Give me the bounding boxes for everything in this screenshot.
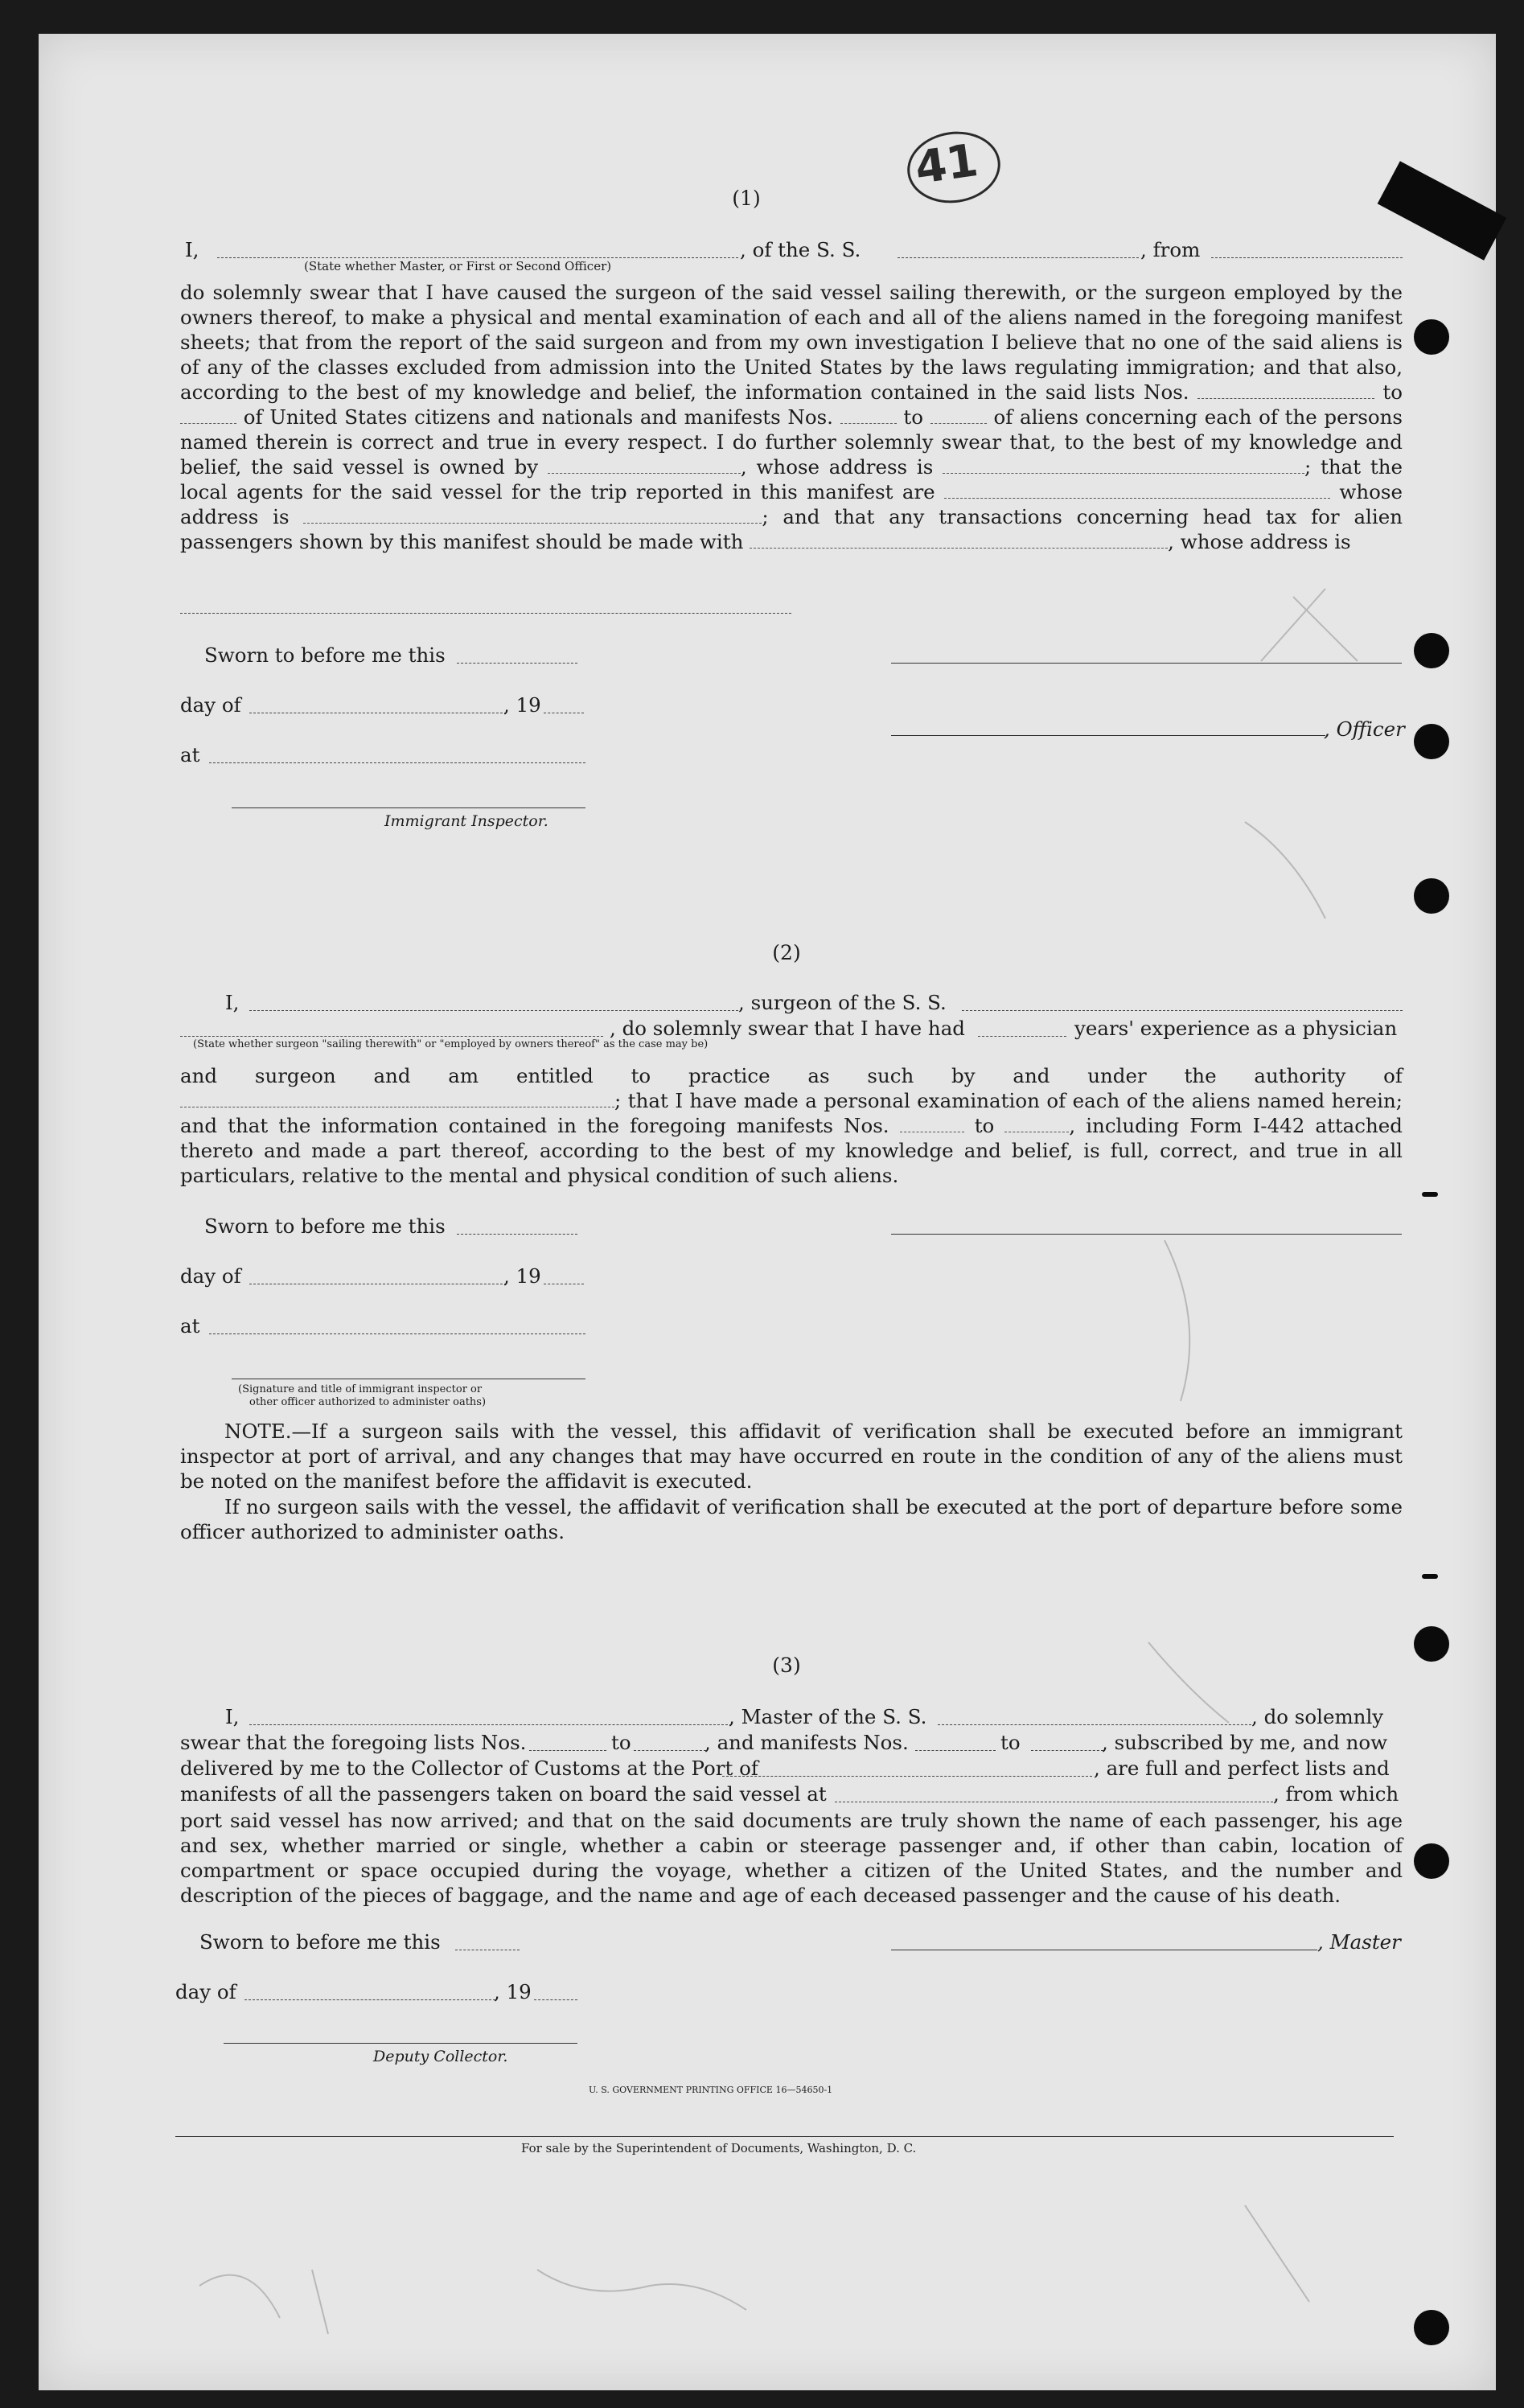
s2-to: to [974, 1114, 995, 1137]
pencil-curve [1165, 1240, 1189, 1401]
pencil-marks [39, 34, 1496, 2390]
pencil-scribble [199, 2270, 328, 2334]
s1-sworn: Sworn to before me this [204, 643, 446, 667]
s1-inspector: Immigrant Inspector. [384, 812, 548, 830]
s2-at: at [180, 1314, 200, 1338]
s3-i: I, [225, 1705, 240, 1728]
s3-master: , Master [1317, 1930, 1401, 1954]
s3-day-of: day of [175, 1980, 236, 2003]
s1-officer: , Officer [1324, 717, 1405, 741]
s2-body-c: , including Form I-442 attached thereto and made a part thereof, according to the best of my knowledge and belief, is full, correct, and true in all particulars, relative to the mental and physical condition of such aliens. [180, 1114, 1403, 1187]
s2-i: I, [225, 991, 240, 1014]
s2-body-b: ; that I have made a personal examination of each of the aliens named herein; and that the information contained in the foregoing manifests Nos. [180, 1089, 1403, 1137]
s1-body-b: of United States citizens and nationals and manifests Nos. [243, 405, 833, 429]
pencil-x-mark [1261, 589, 1358, 661]
s2-surgeon-of: , surgeon of the S. S. [738, 991, 947, 1014]
s2-day-of: day of [180, 1264, 241, 1288]
s3-year: , 19 [494, 1980, 532, 2003]
s3-body-c-end: , from which [1273, 1782, 1399, 1806]
s3-body-b: delivered by me to the Collector of Customs at the Port of [180, 1757, 758, 1780]
s1-body-g: , whose address is [1168, 530, 1351, 553]
section3-heading: (3) [772, 1654, 801, 1677]
s3-body-c: manifests of all the passengers taken on board the said vessel at [180, 1782, 827, 1806]
s2-note-1: NOTE.—If a surgeon sails with the vessel, this affidavit of verification shall be executed before an immigrant inspector at port of arrival, and any changes that may have occurred en route in the condition of any of the aliens must be noted on the manifest before the affidavit is executed. [180, 1420, 1403, 1493]
manifest-page [39, 34, 1496, 2390]
s3-body-a: swear that the foregoing lists Nos. [180, 1731, 527, 1754]
s1-body-f: ; and that any transactions concerning head tax for alien passengers shown by this manifest should be made with [180, 505, 1403, 553]
s3-to1: to [611, 1731, 631, 1754]
s2-note-2: If no surgeon sails with the vessel, the affidavit of verification shall be executed at the port of departure before some officer authorized to administer oaths. [180, 1495, 1403, 1543]
s2-caption: (State whether surgeon "sailing therewith" or "employed by owners thereof" as the case may be) [193, 1038, 709, 1050]
pencil-line [1245, 2205, 1309, 2302]
s3-gpo: U. S. GOVERNMENT PRINTING OFFICE 16—54650-1 [589, 2085, 833, 2095]
s3-and-manifests: , and manifests Nos. [704, 1731, 909, 1754]
s1-body-c: of aliens concerning each of the persons named therein is correct and true in every respect. I do further solemnly swear that, to the best of my knowledge and belief, the said vessel is owned by [180, 405, 1403, 479]
s3-to2: to [1000, 1731, 1021, 1754]
s1-whose-address: , whose address is [740, 455, 934, 479]
s1-body-e: whose address is [180, 480, 1403, 528]
pencil-stroke-group [199, 589, 1358, 2334]
s3-sworn: Sworn to before me this [199, 1930, 441, 1954]
s1-from: , from [1140, 238, 1201, 261]
s3-body-d: port said vessel has now arrived; and that on the said documents are truly shown the name of each passenger, his age and sex, whether married or single, whether a cabin or steerage passenger and, if other than cabin, location of compartment or space occupied during the voyage, whether a citizen of the United States, and the number and description of the pieces of baggage, and the name and age of each deceased passenger and the cause of his death. [180, 1809, 1403, 1907]
s2-body-a: and surgeon and am entitled to practice as such by and under the authority of [180, 1064, 1403, 1087]
s3-solemnly: , do solemnly [1251, 1705, 1384, 1728]
s3-body-b-end: , are full and perfect lists and [1094, 1757, 1390, 1780]
s2-caption2b: other officer authorized to administer oaths) [249, 1396, 487, 1408]
s3-master-of: , Master of the S. S. [729, 1705, 927, 1728]
section2-heading: (2) [772, 941, 801, 964]
section1-heading: (1) [732, 187, 761, 210]
pencil-curve [1245, 822, 1325, 918]
s1-caption: (State whether Master, or First or Second Officer) [304, 259, 612, 273]
s1-of-ss: , of the S. S. [740, 238, 861, 261]
s1-to2: to [903, 405, 923, 429]
s1-to1: to [1382, 380, 1403, 404]
s2-caption2a: (Signature and title of immigrant inspector or [238, 1383, 483, 1395]
s2-do-swear: , do solemnly swear that I have had [610, 1017, 965, 1040]
s3-subscribed: , subscribed by me, and now [1102, 1731, 1388, 1754]
pencil-curve [1148, 1642, 1229, 1723]
s1-year: , 19 [503, 693, 541, 717]
s2-sworn: Sworn to before me this [204, 1214, 446, 1238]
footer-text: For sale by the Superintendent of Documents, Washington, D. C. [521, 2141, 917, 2155]
s3-deputy: Deputy Collector. [373, 2048, 508, 2065]
s2-year: , 19 [503, 1264, 541, 1288]
s1-at: at [180, 743, 200, 766]
s1-i: I, [185, 238, 199, 261]
pencil-scribble [537, 2270, 746, 2310]
page-number: 41 [911, 134, 982, 195]
s1-body-d: ; that the local agents for the said vessel for the trip reported in this manifest are [180, 455, 1403, 503]
s1-body-a: do solemnly swear that I have caused the surgeon of the said vessel sailing therewith, or the surgeon employed by the owners thereof, to make a physical and mental examination of each and all of the aliens named in the foregoing manifest sheets; that from the report of the said surgeon and from my own investigation I believe that no one of the said aliens is of any of the classes excluded from admission into the United States by the laws regulating immigration; and that also, according to the best of my knowledge and belief, the information contained in the said lists Nos. [180, 281, 1403, 404]
s2-years: years' experience as a physician [1074, 1017, 1398, 1040]
s1-day-of: day of [180, 693, 241, 717]
